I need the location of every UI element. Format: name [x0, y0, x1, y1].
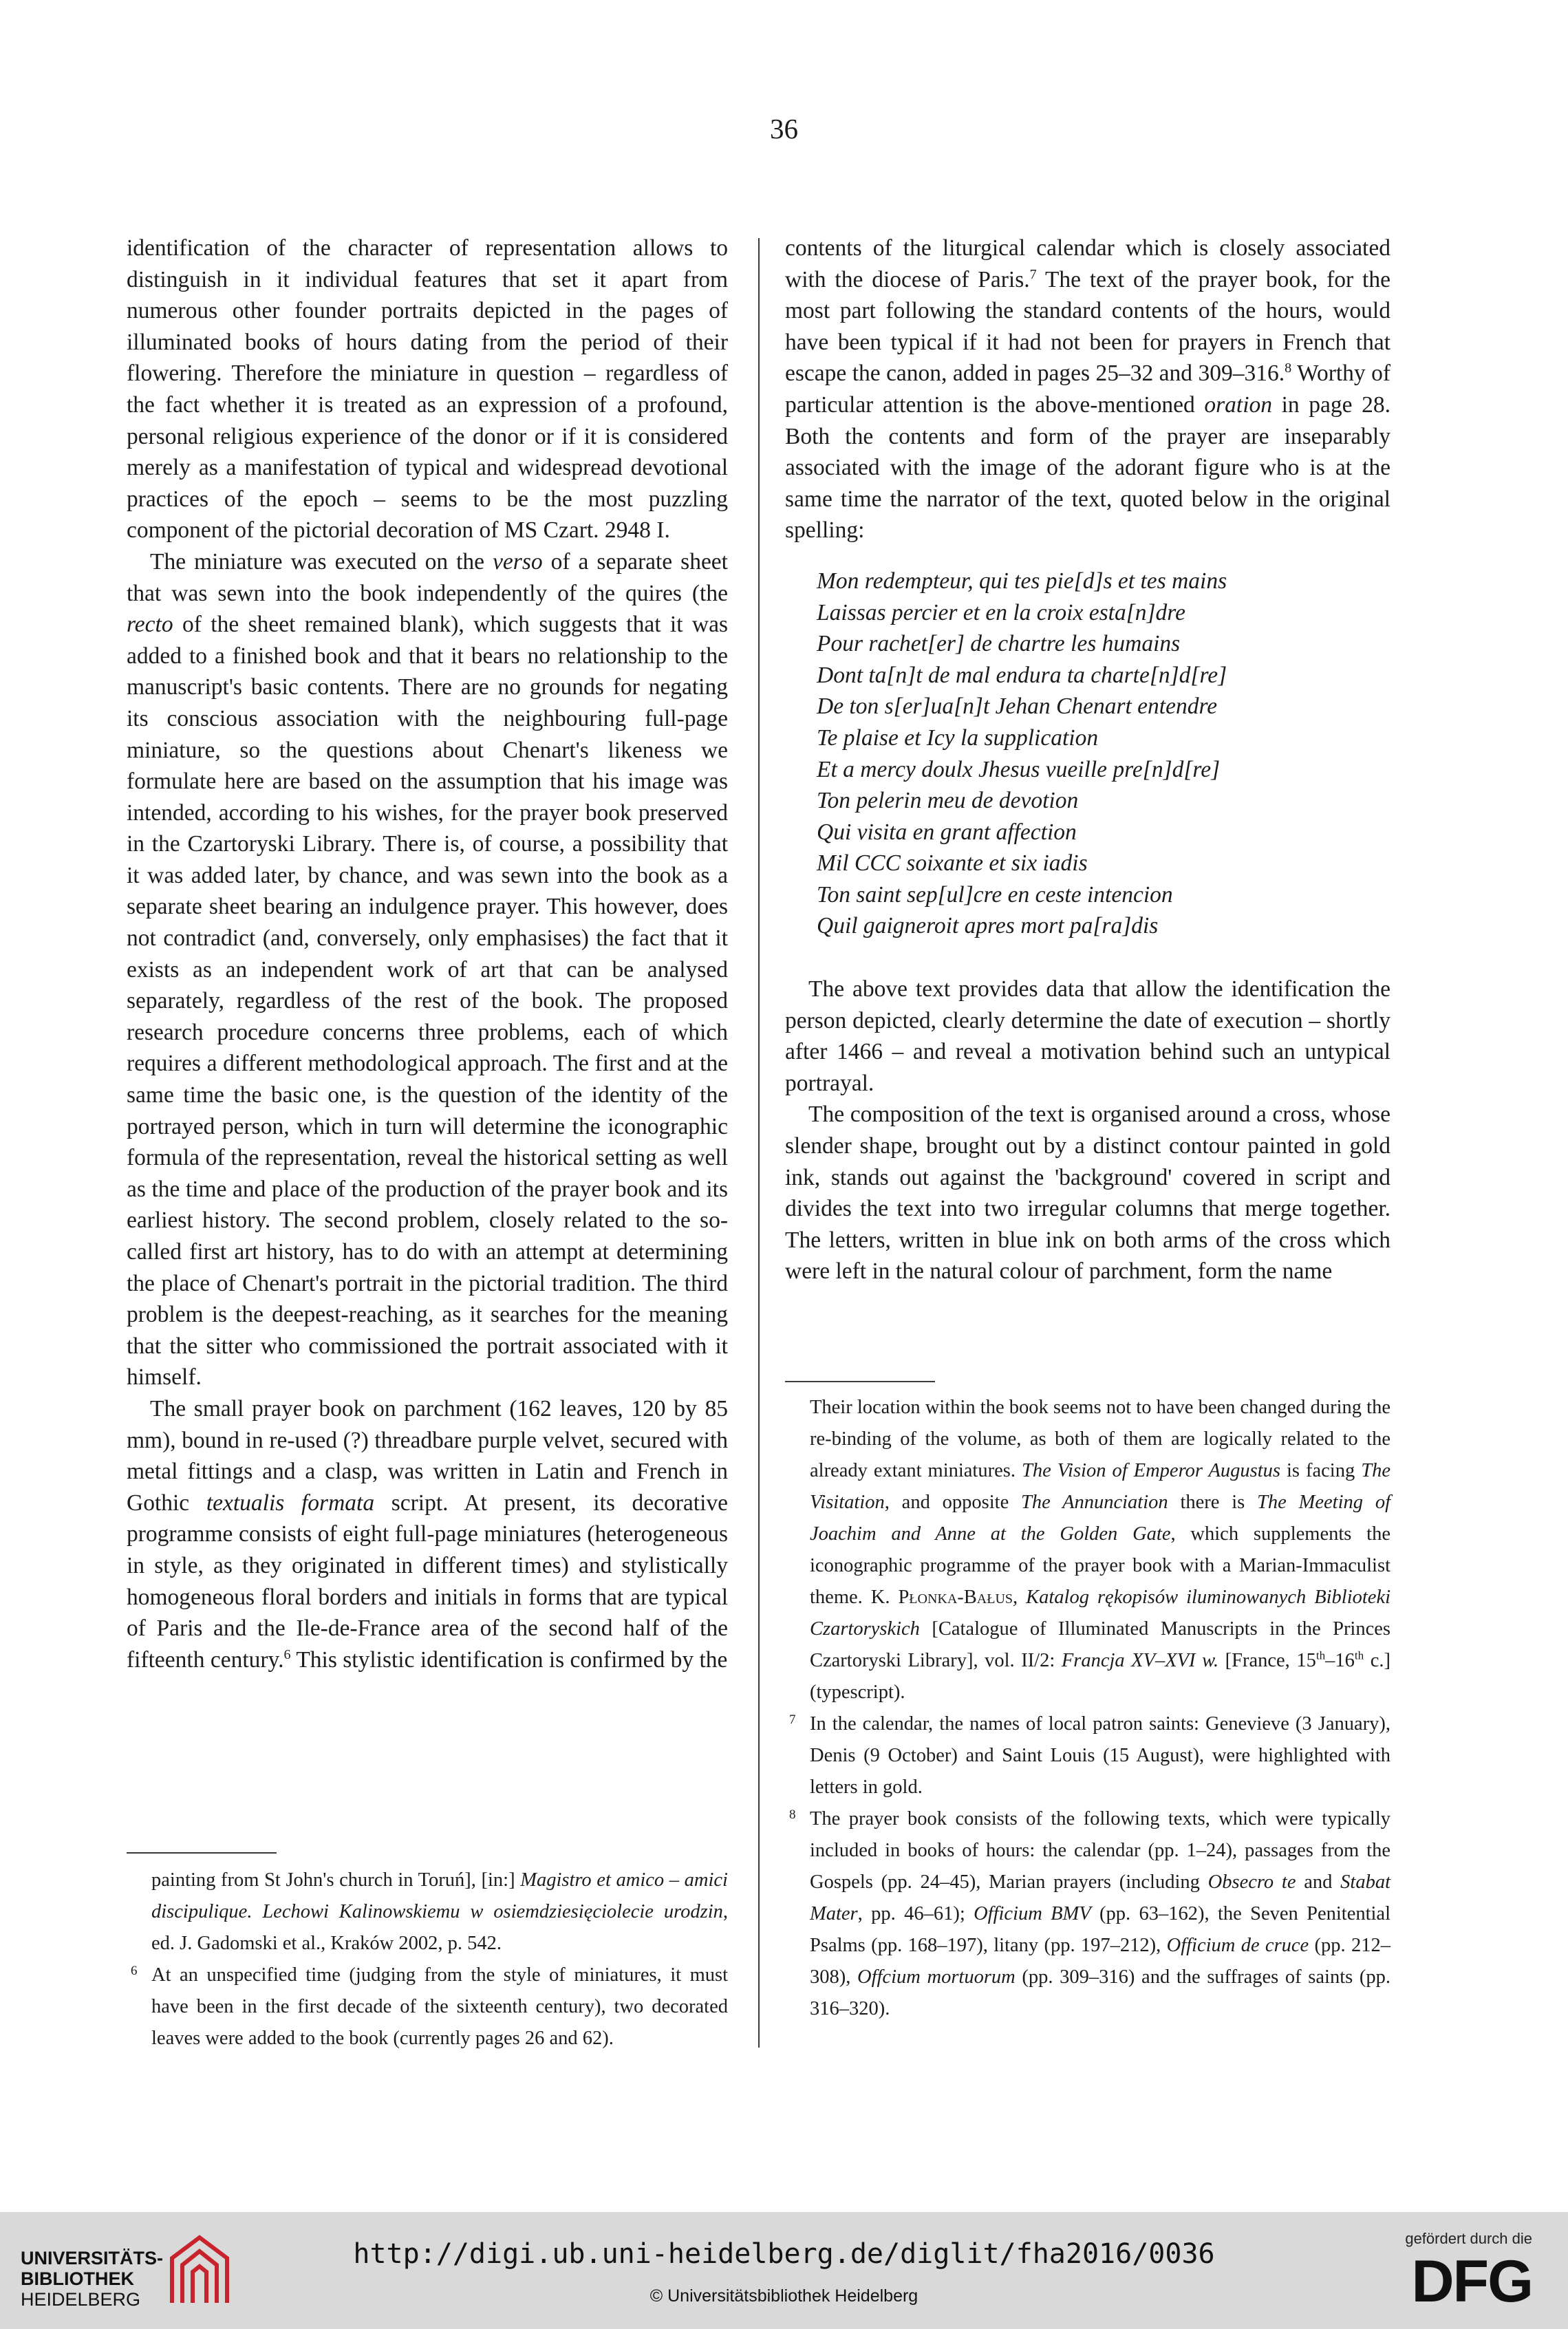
footnote-number: 8	[789, 1807, 796, 1822]
poem-line: Dont ta[n]t de mal endura ta charte[n]d[re]	[817, 662, 1227, 688]
footnote-continuation-right: Their location within the book seems not to have been changed during the re-binding of the volume, as both of them are logically related to the already extant miniatures. The Vision of Emperor Augustus is facing The Visitation, and opposite The Annunciation there is The Meeting of Joachim and Anne at the Golden Gate, which supplements the iconographic programme of the prayer book with a Marian-Immaculist theme. K. Płonka-Bałus, Katalog rękopisów iluminowanych Biblioteki Czartoryskich [Catalogue of Illuminated Manuscripts in the Princes Czartoryski Library], vol. II/2: Francja XV–XVI w. [France, 15th–16th c.] (typescript).	[810, 1397, 1391, 1703]
poem-line: Mil CCC soixante et six iadis	[817, 850, 1088, 877]
poem-line: Ton pelerin meu de devotion	[817, 788, 1079, 814]
footnote-7: 7 In the calendar, the names of local patron saints: Genevieve (3 January), Denis (9 October) and Saint Louis (15 August), were highlighted with letters in gold.	[785, 1708, 1390, 1803]
footnote-rule	[785, 1381, 935, 1382]
copyright-notice: © Universitätsbibliothek Heidelberg	[649, 2286, 919, 2306]
right-paragraph-2: The above text provides data that allow the identification the person depicted, clearly determine the date of execution – shortly after 1466 – and reveal a motivation behind such an untypical portrayal.	[785, 976, 1390, 1096]
footnote-ref-6[interactable]: 6	[283, 1646, 291, 1662]
poem-line: Laissas percier et en la croix esta[n]dre	[817, 599, 1185, 625]
right-footnotes	[785, 1381, 1390, 2025]
footnote-ref-8[interactable]: 8	[1285, 361, 1292, 376]
right-column	[785, 233, 1390, 1287]
left-paragraph-3: The small prayer book on parchment (162 leaves, 120 by 85 mm), bound in re-used (?) threadbare purple velvet, secured with metal fittings and a clasp, was written in Latin and French in Gothic textualis formata script. At present, its decorative programme consists of eight full-page miniatures (heterogeneous in style, as they originated in different times) and stylistically homogeneous floral borders and initials in forms that are typical of Paris and the Ile-de-France area of the second half of the fifteenth century.$^6$ This stylistic identification is confirmed by the	[127, 1395, 728, 1673]
right-paragraph-1: contents of the liturgical calendar which is closely associated with the diocese of Paris.$^7$ The text of the prayer book, for the most part following the standard contents of the hours, would have been typical if it had not been for prayers in French that escape the canon, added in pages 25–32 and 309–316.$^8$ Worthy of particular attention is the above-mentioned oration in page 28. Both the contents and form of the prayer are inseparably associated with the image of the adorant figure who is at the same time the narrator of the text, quoted below in the original spelling:	[785, 235, 1390, 544]
quoted-prayer	[785, 566, 1390, 942]
left-column	[127, 233, 728, 1675]
poem-line: Pour rachet[er] de chartre les humains	[817, 631, 1181, 657]
poem-line: Ton saint sep[ul]cre en ceste intencion	[817, 881, 1173, 908]
funding-caption: gefördert durch die	[1405, 2230, 1532, 2247]
right-paragraph-3: The composition of the text is organised around a cross, whose slender shape, brought out by a distinct contour painted in gold ink, stands out against the 'background' covered in script and divides the text into two irregular columns that merge together. The letters, written in blue ink on both arms of the cross which were left in the natural colour of parchment, form the name	[785, 1102, 1390, 1285]
left-paragraph-1: identification of the character of representation allows to distinguish in it individual features that set it apart from numerous other founder portraits depicted in the pages of illuminated books of hours dating from the period of their flowering. Therefore the miniature in question – regardless of the fact whether it is treated as an expression of a profound, personal religious experience of the donor or if it is considered merely as a manifestation of typical and widespread devotional practices of the epoch – seems to be the most puzzling component of the pictorial decoration of MS Czart. 2948 I.	[127, 235, 728, 544]
footnote-8: 8 The prayer book consists of the following texts, which were typically included in books of hours: the calendar (pp. 1–24), passages from the Gospels (pp. 24–45), Marian prayers (including Obsecro te and Stabat Mater, pp. 46–61); Officium BMV (pp. 63–162), the Seven Penitential Psalms (pp. 168–197), litany (pp. 197–212), Officium de cruce (pp. 212–308), Offcium mortuorum (pp. 309–316) and the suffrages of saints (pp. 316–320).	[785, 1803, 1390, 2025]
footnote-number: 7	[789, 1713, 796, 1727]
dfg-logo[interactable]: DFG	[1411, 2248, 1532, 2315]
left-paragraph-2: The miniature was executed on the verso of a separate sheet that was sewn into the book independently of the quires (the recto of the sheet remained blank), which suggests that it was added to a finished book and that it bears no relationship to the manuscript's basic contents. There are no grounds for negating its conscious association with the neighbouring full-page miniature, so the questions about Chenart's likeness we formulate here are based on the assumption that his image was intended, according to his wishes, for the prayer book preserved in the Czartoryski Library. There is, of course, a possibility that it was added later, by chance, and was sewn into the book as a separate sheet bearing an indulgence prayer. This however, does not contradict (and, conversely, only emphasises) the fact that it exists as an independent work of art that can be analysed separately, regardless of the rest of the book. The proposed research procedure concerns three problems, each of which requires a different methodological approach. The first and at the same time the basic one, is the question of the identity of the portrayed person, which in turn will determine the iconographic formula of the representation, reveal the historical setting as well as the time and place of the production of the prayer book and its earliest history. The second problem, closely related to the so-called first art history, has to do with an attempt at determining the place of Chenart's portrait in the pictorial tradition. The third problem is the deepest-reaching, as it searches for the meaning that the sitter who commissioned the portrait associated with it himself.	[127, 548, 728, 1391]
column-divider	[758, 238, 760, 2048]
footnote-number: 6	[131, 1964, 138, 1978]
poem-line: Quil gaigneroit apres mort pa[ra]dis	[817, 913, 1159, 939]
poem-line: Qui visita en grant affection	[817, 819, 1077, 845]
digitization-banner	[0, 2212, 1568, 2329]
poem-line: De ton s[er]ua[n]t Jehan Chenart entendre	[817, 694, 1218, 720]
poem-line: Te plaise et Icy la supplication	[817, 725, 1099, 751]
footnote-ref-7[interactable]: 7	[1029, 266, 1037, 282]
library-name: UNIVERSITÄTS- BIBLIOTHEK HEIDELBERG	[21, 2248, 164, 2310]
footnote-6: 6 At an unspecified time (judging from the style of miniatures, it must have been in the first decade of the sixteenth century), two decorated leaves were added to the book (currently pages 26 and 62).	[127, 1960, 728, 2054]
left-footnotes	[127, 1852, 728, 2054]
page-number: 36	[770, 113, 798, 144]
permalink-url[interactable]: http://digi.ub.uni-heidelberg.de/diglit/fha2016/0036	[353, 2238, 1215, 2270]
poem-line: Mon redempteur, qui tes pie[d]s et tes mains	[817, 568, 1227, 594]
poem-line: Et a mercy doulx Jhesus vueille pre[n]d[re]	[817, 756, 1221, 782]
footnote-continuation-left: painting from St John's church in Toruń], [in:] Magistro et amico – amici discipulique. Lechowi Kalinowskiemu w osiemdziesięciolecie urodzin, ed. J. Gadomski et al., Kraków 2002, p. 542.	[151, 1869, 728, 1954]
footnote-rule	[127, 1852, 277, 1854]
